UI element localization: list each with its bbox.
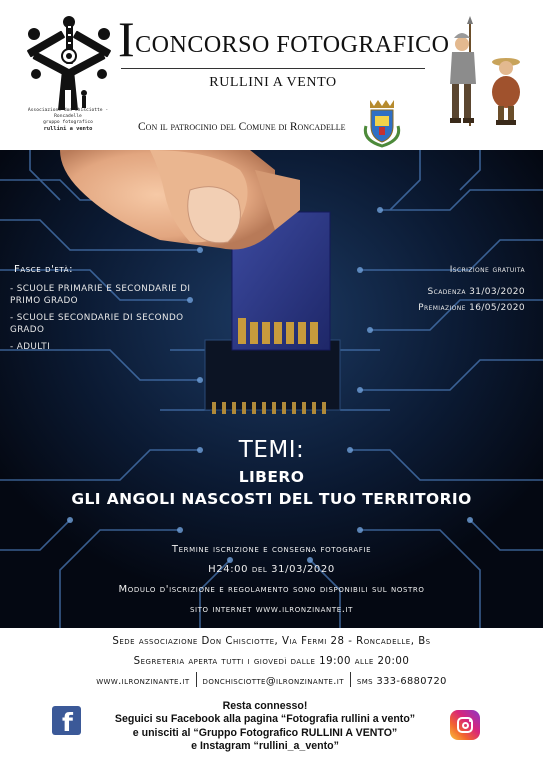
age-groups-list <box>10 284 220 360</box>
submission-line1: Termine iscrizione e consegna fotografie <box>171 544 372 555</box>
contact-divider <box>350 672 351 687</box>
contact-divider <box>196 672 197 687</box>
age-group-item: - ADULTI <box>10 342 51 352</box>
instagram-icon[interactable] <box>450 710 480 740</box>
social-text <box>90 700 440 754</box>
age-groups-title: Fasce d'età: <box>14 264 74 275</box>
submission-info <box>0 540 543 620</box>
association-name <box>22 108 114 132</box>
association-line1: Associazione don Chisciotte - Roncadelle <box>27 108 109 119</box>
association-line3: rullini a vento <box>43 126 93 132</box>
age-group-item: - SCUOLE SECONDARIE DI SECONDO GRADO <box>10 313 184 335</box>
social-line2: Seguici su Facebook alla pagina “Fotografia rullini a vento” <box>114 713 416 726</box>
social-line4: e Instagram “rullini_a_vento” <box>191 740 339 753</box>
association-line2: gruppo fotografico <box>43 120 93 125</box>
themes-list <box>0 466 543 510</box>
email-link[interactable]: donchisciotte@ilronzinante.it <box>202 676 344 687</box>
contact-bar <box>0 672 543 688</box>
title-rest: CONCORSO FOTOGRAFICO <box>135 32 450 58</box>
contest-subtitle: RULLINI A VENTO <box>209 75 337 90</box>
social-line3: e unisciti al “Gruppo Fotografico RULLINI A VENTO” <box>132 726 398 739</box>
poster-header <box>0 0 543 150</box>
submission-line4: sito internet www.ilronzinante.it <box>189 604 354 615</box>
themes-heading: TEMI: <box>238 437 305 463</box>
social-line1: Resta connesso! <box>222 700 308 712</box>
deadline-date: Scadenza 31/03/2020 <box>427 287 525 297</box>
title-initial: I <box>118 11 136 67</box>
don-quixote-illustration <box>440 16 532 134</box>
theme-free: LIBERO <box>238 468 305 486</box>
patronage-text: Con il patrocinio del Comune di Roncadelle <box>138 121 346 133</box>
sms-number: sms 333-6880720 <box>356 676 447 687</box>
registration-free: Iscrizione gratuita <box>449 265 525 275</box>
poster-photo-area <box>0 150 543 628</box>
theme-hidden-corners: GLI ANGOLI NASCOSTI DEL TUO TERRITORIO <box>71 490 472 508</box>
dates-info <box>418 262 525 316</box>
age-group-item: - SCUOLE PRIMARIE E SECONDARIE DI PRIMO GRADO <box>10 284 191 306</box>
roncadelle-crest-icon <box>360 96 404 148</box>
contest-title <box>118 11 450 67</box>
office-hours: Segreteria aperta tutti i giovedì dalle 19:00 alle 20:00 <box>133 656 410 667</box>
award-date: Premiazione 16/05/2020 <box>418 303 525 313</box>
submission-line2: H24:00 del 31/03/2020 <box>208 564 335 575</box>
association-address: Sede associazione Don Chisciotte, Via Fermi 28 - Roncadelle, Bs <box>112 636 431 647</box>
facebook-icon[interactable]: f <box>52 706 81 735</box>
website-link[interactable]: www.ilronzinante.it <box>96 676 190 687</box>
title-block <box>118 11 450 91</box>
title-divider <box>121 68 425 69</box>
submission-line3: Modulo d'iscrizione e regolamento sono disponibili sul nostro <box>118 584 425 595</box>
